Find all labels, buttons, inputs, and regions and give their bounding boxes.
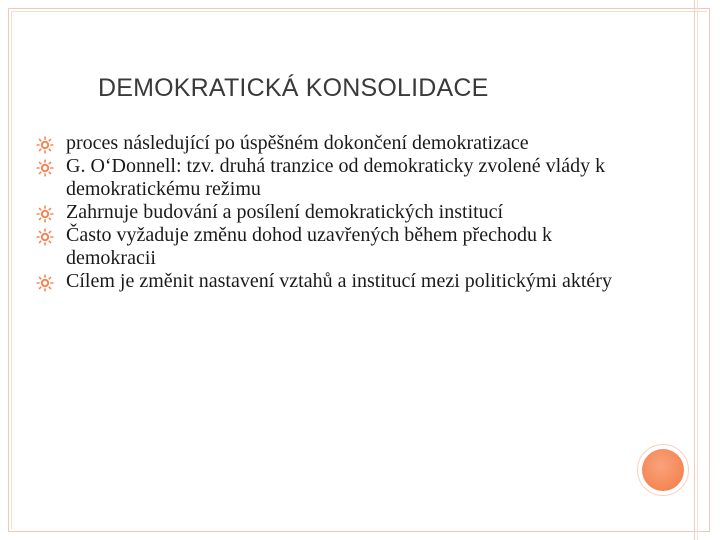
bullet-text: G. O‘Donnell: tzv. druhá tranzice od demokraticky zvolené vlády k demokratickému režimu [66, 155, 606, 200]
sun-bullet-icon [36, 159, 54, 177]
right-decor-line-2 [697, 0, 698, 540]
list-item [36, 270, 626, 293]
sun-bullet-icon [36, 136, 54, 154]
bullet-text: Zahrnuje budování a posílení demokratických institucí [66, 201, 504, 223]
bullet-text: Cílem je změnit nastavení vztahů a institucí mezi politickými aktéry [66, 270, 612, 292]
right-decor-line [694, 0, 695, 540]
bullet-text: proces následující po úspěšném dokončení demokratizace [66, 132, 529, 154]
list-item [36, 155, 626, 201]
list-item [36, 132, 626, 155]
sun-bullet-icon [36, 228, 54, 246]
sun-bullet-icon [36, 274, 54, 292]
bullet-text: Často vyžaduje změnu dohod uzavřených během přechodu k demokracii [66, 224, 552, 269]
list-item [36, 201, 626, 224]
bullet-list [36, 132, 626, 293]
sun-bullet-icon [36, 205, 54, 223]
slide-title: DEMOKRATICKÁ KONSOLIDACE [98, 74, 489, 102]
list-item [36, 224, 626, 270]
orange-circle-icon [642, 449, 684, 491]
